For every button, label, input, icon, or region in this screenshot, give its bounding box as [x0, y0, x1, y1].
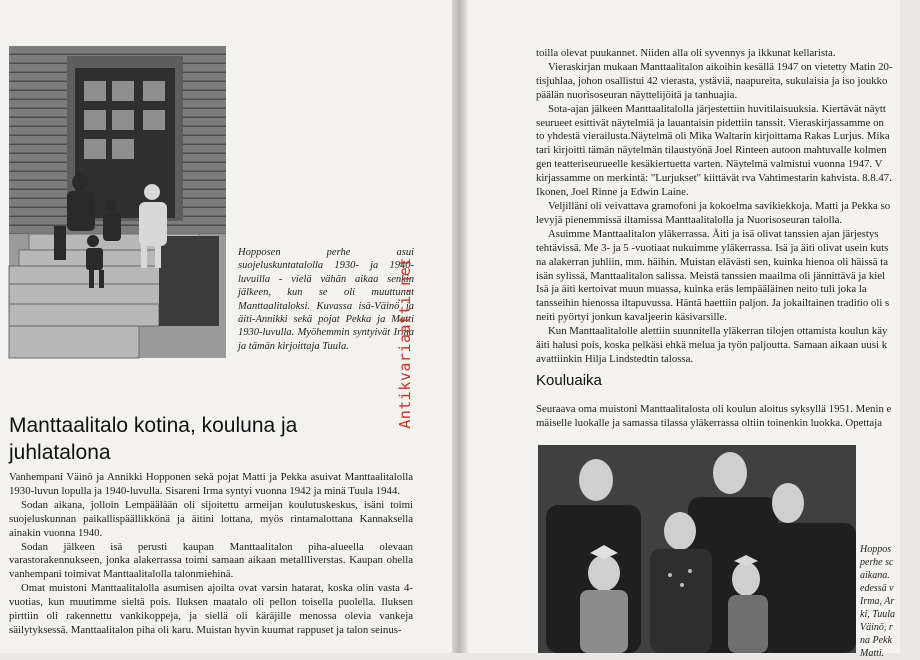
text-line: isän sylissä, Manttaalitalon salissa. Meistä tanssien maailma oli jännittävä ja kiel	[536, 269, 886, 282]
text-line: levyjä pienemmissä iltamissa Manttaalitalolla ja Nuorisoseuran talolla.	[536, 213, 843, 226]
text-line: Sota-ajan jälkeen Manttaalitalolla järjestettiin huvitilaisuuksia. Kiertävät näytt	[548, 102, 886, 115]
paragraph	[536, 61, 908, 103]
paragraph: Vanhempani Väinö ja Annikki Hopponen sekä pojat Matti ja Pekka asuivat Manttaalitalolla 1930-luvun lopulla ja 1940-luvulla. Sisareni Irma syntyi vuonna 1942 ja minä Tuula 1944.	[9, 471, 413, 497]
portrait-caption	[860, 543, 920, 660]
right-page	[468, 0, 900, 659]
text-line: tansseihin hienossa iltapuvussa. Häntä haettiin paljon. Ja jokailtainen traditio oli s	[536, 297, 890, 310]
left-body-text	[9, 471, 413, 638]
caption-line: edessä v	[860, 583, 894, 594]
caption-line: Matti.	[860, 648, 885, 659]
paragraph	[536, 325, 908, 367]
text-line: Ikonen, Joel Rinne ja Edwin Laine.	[536, 186, 689, 199]
text-line: Kun Manttaalitalolle alettiin suunnitella yläkerran tilojen ottamista koulun käy	[548, 325, 888, 338]
book-gutter	[452, 0, 468, 653]
paragraph: Sodan aikana, jolloin Lempäälään oli sijoitettu armeijan koulutuskeskus, isäni toimi suojeluskunnan paikallispäällikkönä ja äitini lottana, myös rintamalottana Kannaksella ainakin vuonna 1940.	[9, 498, 413, 539]
text-line: tari kirjoitti tämän näytelmän tilaustyönä Joel Rinteen autoon mahtuvalle kolmen	[536, 144, 887, 157]
watermark	[393, 248, 417, 438]
text-line: to yhdestä vierailusta.Näytelmä oli Mika Waltarin kirjoittama Rakas Lurjus. Mika	[536, 130, 890, 143]
paragraph: Omat muistoni Manttaalitalolla asumisen ajoilta ovat varsin hatarat, koska olin vasta 4-vuotias, kun muutimme sieltä pois. Iluksen maatalo oli pellon toisella puolella. Iluksen pirttiin oli rakennettu vankikoppeja, ja siellä oli käräjille menossa olevia vankeja säilytyksessä. Manttaalitalon piha oli karu. Muistan hyvin kuumat rappuset ja talon seinus-	[9, 582, 413, 636]
caption-line: perhe sc	[860, 557, 894, 568]
paragraph	[536, 47, 908, 61]
text-line: tisjuhlaa, johon osallistui 42 vierasta, ystäviä, naapureita, sukulaisia ja iso joukko	[536, 74, 888, 87]
text-line: mäiselle luokalle ja samassa tilassa yläkerrassa oltiin toinenkin luokka. Opettaja	[536, 416, 883, 429]
family-photo-house-steps	[9, 46, 226, 358]
text-line: gen teatteriseurueelle kesäkiertuetta varten. Näytelmä valmistui vuonna 1947. V	[536, 158, 883, 171]
section-heading-kouluaika: Kouluaika	[536, 372, 602, 389]
text-line: Veljilläni oli veivattava gramofoni ja kokoelma savikiekkoja. Matti ja Pekka so	[548, 199, 891, 212]
text-line: seurueet esittivät näytelmiä ja lauantaisin pidettiin tanssit. Vieraskirjassamme on	[536, 116, 884, 129]
text-line: Vieraskirjan mukaan Manttaalitalon aikoihin kesällä 1947 on vietetty Matin 20-	[548, 60, 893, 73]
text-line: päälän nuorisoseuran näyttelijöitä ja tanhuajia.	[536, 88, 738, 101]
paragraph	[536, 228, 908, 325]
watermark-text: Antikvariaatti.net	[396, 257, 414, 429]
paragraph: Sodan jälkeen isä perusti kaupan Manttaalitalon piha-alueella olevaan varastorakennukseen, jonka alakerrassa toimi samaan aikaan metallliverstas. Kaupan ohella vanhempani toimivat Manttaalitalolla talonmiehinä.	[9, 540, 413, 581]
text-line: Isä ja äiti kertoivat muun muassa, kuinka eräs lempääläinen neito tuli joka la	[536, 283, 867, 296]
text-line: Asuimme Manttaalitalon yläkerrassa. Äiti ja isä olivat tanssien ajan järjestys	[548, 227, 879, 240]
right-body-text	[536, 47, 908, 367]
text-line: äiti halusi pois, koska pelkäsi ehkä melua ja työn paljoutta. Samaan aikaan uusi k	[536, 339, 888, 352]
family-portrait-photo	[538, 445, 856, 653]
caption-line: ki, Tuula	[860, 609, 896, 620]
article-heading: Manttaalitalo kotina, kouluna ja juhlatalona	[9, 414, 298, 464]
right-body-text-school	[536, 403, 908, 431]
text-line: tehtävissä. Me 3- ja 5 -vuotiaat nukuimme yläkerrassa. Isä ja äiti olivat usein kuts	[536, 241, 889, 254]
photo-caption: Hopposen perhe asui suojeluskuntatalolla 1930- ja 1940-luvuilla - vielä vähän aikaa senkin jälkeen, kun se oli muuttunut Manttaalitaloksi. Kuvassa isä-Väinö ja äiti-Annikki sekä pojat Pekka ja Matti 1930-luvulla. Myöhemmin syntyivät Irma ja tämän kirjoittaja Tuula.	[238, 247, 414, 352]
paragraph	[536, 103, 908, 200]
text-line: toilla olevat puukannet. Niiden alla oli syvennys ja ikkunat kellarista.	[536, 47, 836, 59]
caption-line: na Pekk	[860, 635, 892, 646]
left-page	[0, 0, 452, 653]
text-line: kirjassamme on merkintä: "Lurjukset" kiittävät rva Vahtimestarin kahvista. 8.8.47.	[536, 172, 892, 185]
caption-line: Väinö, r	[860, 622, 893, 633]
text-line: avattiinkin Hilja Lindstedtin talossa.	[536, 352, 694, 365]
caption-line: aikana.	[860, 570, 890, 581]
caption-line: Irma, Ar	[860, 596, 895, 607]
caption-line: Hoppos	[860, 544, 892, 555]
paragraph	[536, 200, 908, 228]
text-line: na alakerran juhliin, mm. häihin. Muistan elävästi sen, kuinka hienoa oli häissä ta	[536, 255, 889, 268]
text-line: neiti pyörtyi jonkun kavaljeerin käsivarsille.	[536, 311, 727, 324]
text-line: Seuraava oma muistoni Manttaalitalosta oli koulun aloitus syksyllä 1951. Menin e	[536, 403, 892, 415]
